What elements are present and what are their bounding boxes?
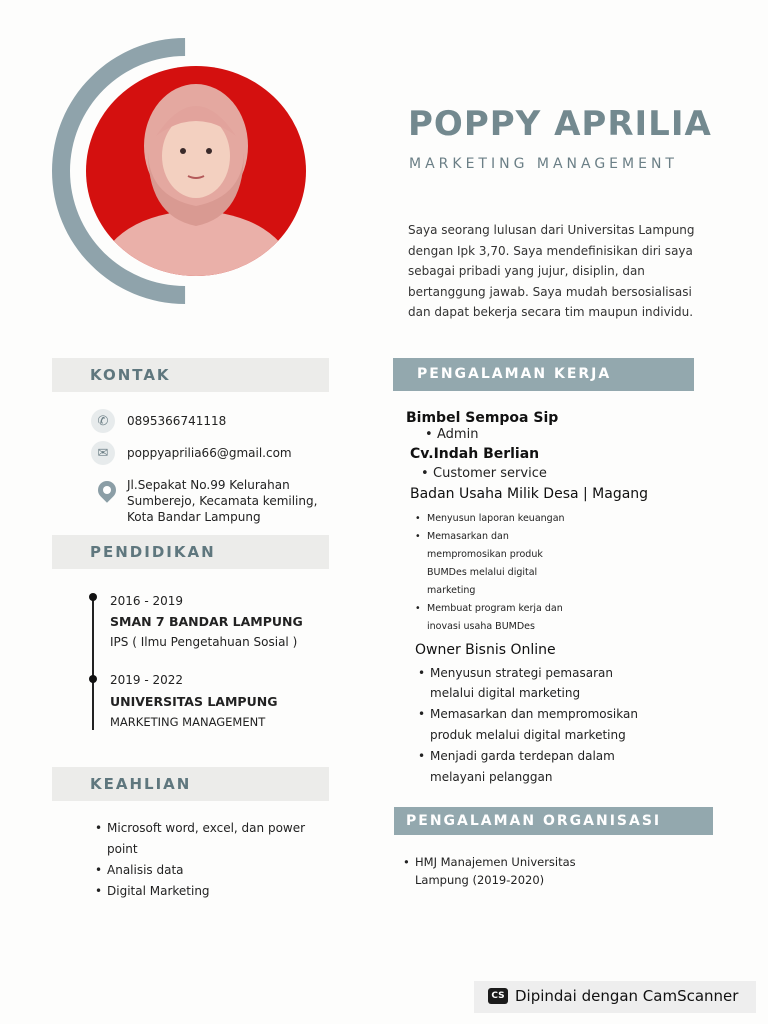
bio-paragraph (408, 220, 728, 323)
bio-line: bertanggung jawab. Saya mudah bersosialisasi (408, 284, 692, 299)
company-name: Owner Bisnis Online (415, 642, 556, 658)
task-item-continuation: mempromosikan produk (427, 549, 543, 560)
bio-line: Saya seorang lulusan dari Universitas Lampung (408, 223, 695, 237)
company-name: Bimbel Sempoa Sip (406, 410, 559, 426)
task-item-continuation: melalui digital marketing (430, 686, 581, 700)
person-name: POPPY APRILIA (408, 104, 712, 144)
task-item: • Menjadi garda terdepan dalam (430, 749, 615, 763)
task-item: • Memasarkan dan (427, 531, 509, 542)
organization-item: • HMJ Manajemen Universitas (415, 855, 576, 869)
contact-heading: KONTAK (52, 358, 329, 392)
contact-phone: 0895366741118 (127, 414, 227, 428)
skills-heading: KEAHLIAN (52, 767, 329, 801)
task-item-continuation: inovasi usaha BUMDes (427, 621, 535, 632)
education-heading: PENDIDIKAN (52, 535, 329, 569)
job-role: • Customer service (433, 466, 547, 481)
bio-line: dan dapat bekerja secara tim maupun individu. (408, 305, 694, 319)
timeline-dot (89, 593, 97, 601)
education-years: 2019 - 2022 (110, 673, 184, 687)
company-name: Cv.Indah Berlian (410, 446, 540, 462)
task-item-continuation: BUMDes melalui digital (427, 567, 538, 578)
task-item-continuation: marketing (427, 585, 476, 596)
education-school: SMAN 7 BANDAR LAMPUNG (110, 614, 303, 629)
phone-icon: ✆ (91, 409, 115, 433)
contact-address (127, 477, 317, 525)
timeline-dot (89, 675, 97, 683)
camscanner-logo: CS (488, 988, 508, 1004)
education-major: MARKETING MANAGEMENT (110, 715, 266, 729)
organization-heading: PENGALAMAN ORGANISASI (394, 807, 713, 835)
job-title: MARKETING MANAGEMENT (409, 156, 678, 172)
camscanner-text: Dipindai dengan CamScanner (515, 987, 739, 1005)
skill-item: • Microsoft word, excel, dan power (107, 821, 305, 835)
timeline-line (92, 596, 94, 730)
task-item: • Memasarkan dan mempromosikan (430, 707, 638, 721)
location-pin-icon (94, 477, 119, 502)
task-item: • Menyusun strategi pemasaran (430, 666, 613, 680)
address-line: Jl.Sepakat No.99 Kelurahan (127, 478, 290, 492)
job-role: • Admin (437, 427, 478, 442)
organization-item-continuation: Lampung (2019-2020) (415, 873, 545, 887)
company-name: Badan Usaha Milik Desa | Magang (410, 486, 649, 502)
education-school: UNIVERSITAS LAMPUNG (110, 694, 278, 709)
task-item: • Membuat program kerja dan (427, 603, 563, 614)
bio-line: sebagai pribadi yang jujur, disiplin, dan (408, 264, 645, 278)
address-line: Kota Bandar Lampung (127, 510, 261, 524)
task-item-continuation: produk melalui digital marketing (430, 728, 626, 742)
task-item: • Menyusun laporan keuangan (427, 513, 565, 524)
address-line: Sumberejo, Kecamata kemiling, (127, 494, 318, 508)
work-experience-heading: PENGALAMAN KERJA (393, 358, 694, 391)
education-years: 2016 - 2019 (110, 594, 184, 608)
bio-line: dengan Ipk 3,70. Saya mendefinisikan diri saya (408, 243, 693, 258)
skill-item: • Analisis data (107, 863, 184, 877)
profile-photo (86, 66, 306, 276)
mail-icon: ✉ (91, 441, 115, 465)
education-major: IPS ( Ilmu Pengetahuan Sosial ) (110, 635, 298, 649)
contact-email: poppyaprilia66@gmail.com (127, 446, 292, 460)
task-item-continuation: melayani pelanggan (430, 770, 553, 784)
skill-item-continuation: point (107, 842, 138, 856)
skill-item: • Digital Marketing (107, 884, 210, 898)
